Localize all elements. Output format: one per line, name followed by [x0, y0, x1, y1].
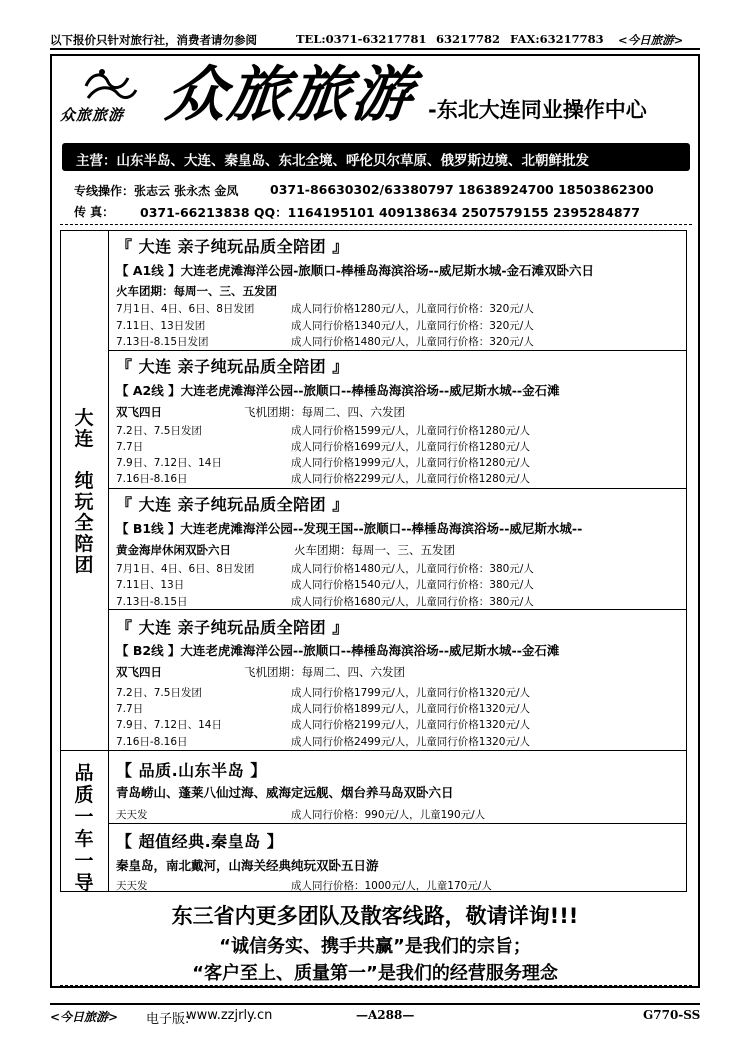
row-divider	[60, 750, 687, 751]
side-label-quality: 品 质 一 车 一 导	[74, 762, 94, 894]
footer-site-label: 电子版:	[146, 1012, 190, 1027]
main-business-bar: 主营：山东半岛、大连、秦皇岛、东北全境、呼伦贝尔草原、俄罗斯边境、北朝鲜批发	[62, 143, 690, 171]
section-header: 『 大连 亲子纯玩品质全陪团 』	[116, 495, 349, 514]
slogan-service-concept: “客户至上、质量第一”是我们的经营服务理念	[192, 963, 558, 984]
brand-title: 众旅旅游	[162, 60, 418, 130]
magazine-name: <今日旅游>	[618, 33, 684, 47]
bottom-rule	[50, 1003, 700, 1005]
page-number: —A288—	[356, 1008, 415, 1022]
section-header: 『 大连 亲子纯玩品质全陪团 』	[116, 357, 349, 376]
fax-number: FAX:63217783	[510, 32, 604, 46]
top-rule	[50, 48, 700, 50]
slogan-more-routes: 东三省内更多团队及散客线路，敬请详询!!!	[171, 904, 579, 928]
departure-schedule: 火车团期：每周一、三、五发团	[116, 284, 277, 298]
route-line: 青岛崂山、蓬莱八仙过海、威海定远舰、烟台养马岛双卧六日	[116, 785, 454, 800]
trip-duration: 双飞四日	[116, 405, 162, 419]
page-code: G770-SS	[643, 1008, 701, 1022]
departure-schedule: 飞机团期：每周二、四、六发团	[244, 665, 405, 679]
route-line: 【 A2线 】大连老虎滩海洋公园--旅顺口--棒棰岛海滨浴场--威尼斯水城--金石滩	[116, 383, 560, 398]
departure-schedule: 飞机团期：每周二、四、六发团	[244, 405, 405, 419]
row-divider	[108, 488, 687, 489]
section-header: 【 品质.山东半岛 】	[116, 761, 267, 780]
footer-website-link[interactable]: www.zzjrly.cn	[186, 1008, 273, 1023]
tel-number-2: 63217782	[436, 32, 501, 46]
table-column-divider	[108, 230, 109, 892]
logo-text: 众旅旅游	[60, 106, 125, 124]
agency-notice: 以下报价只针对旅行社，消费者请勿参阅	[50, 33, 257, 47]
tel-number: TEL:0371-63217781	[296, 32, 427, 46]
trip-duration: 双飞四日	[116, 665, 162, 679]
logo-icon	[78, 64, 140, 106]
dashed-divider	[60, 224, 692, 225]
departure-schedule: 火车团期：每周一、三、五发团	[294, 543, 455, 557]
row-divider	[108, 350, 687, 351]
route-line: 【 A1线 】大连老虎滩海洋公园-旅顺口-棒棰岛海滨浴场--威尼斯水城-金石滩双卧六日	[116, 263, 595, 278]
trip-duration: 黄金海岸休闲双卧六日	[116, 543, 231, 557]
section-header: 『 大连 亲子纯玩品质全陪团 』	[116, 618, 349, 637]
top-info-bar	[50, 30, 700, 48]
fax-label: 传 真：	[74, 205, 115, 219]
route-line: 【 B2线 】大连老虎滩海洋公园--旅顺口--棒棰岛海滨浴场--威尼斯水城--金石滩	[116, 643, 560, 658]
route-line: 秦皇岛，南北戴河，山海关经典纯玩双卧五日游	[116, 858, 379, 873]
slogan-motto: “诚信务实、携手共赢”是我们的宗旨；	[219, 936, 531, 957]
footer-magazine: <今日旅游>	[50, 1010, 119, 1024]
brand-subtitle: -东北大连同业操作中心	[428, 98, 647, 122]
operators-label: 专线操作：张志云 张永杰 金凤	[74, 184, 239, 198]
row-divider	[108, 823, 687, 824]
row-divider	[108, 609, 687, 610]
fax-qq-numbers: 0371-66213838 QQ：1164195101 409138634 2507579155 2395284877	[140, 205, 640, 220]
operator-phones: 0371-86630302/63380797 18638924700 18503862300	[270, 182, 654, 197]
section-header: 【 超值经典.秦皇岛 】	[116, 832, 284, 851]
section-header: 『 大连 亲子纯玩品质全陪团 』	[116, 237, 349, 256]
dashed-divider	[60, 985, 692, 986]
route-line: 【 B1线 】大连老虎滩海洋公园--发现王国--旅顺口--棒棰岛海滨浴场--威尼斯水城--	[116, 521, 583, 536]
side-label-dalian: 大 连 纯 玩 全 陪 团	[74, 407, 94, 576]
